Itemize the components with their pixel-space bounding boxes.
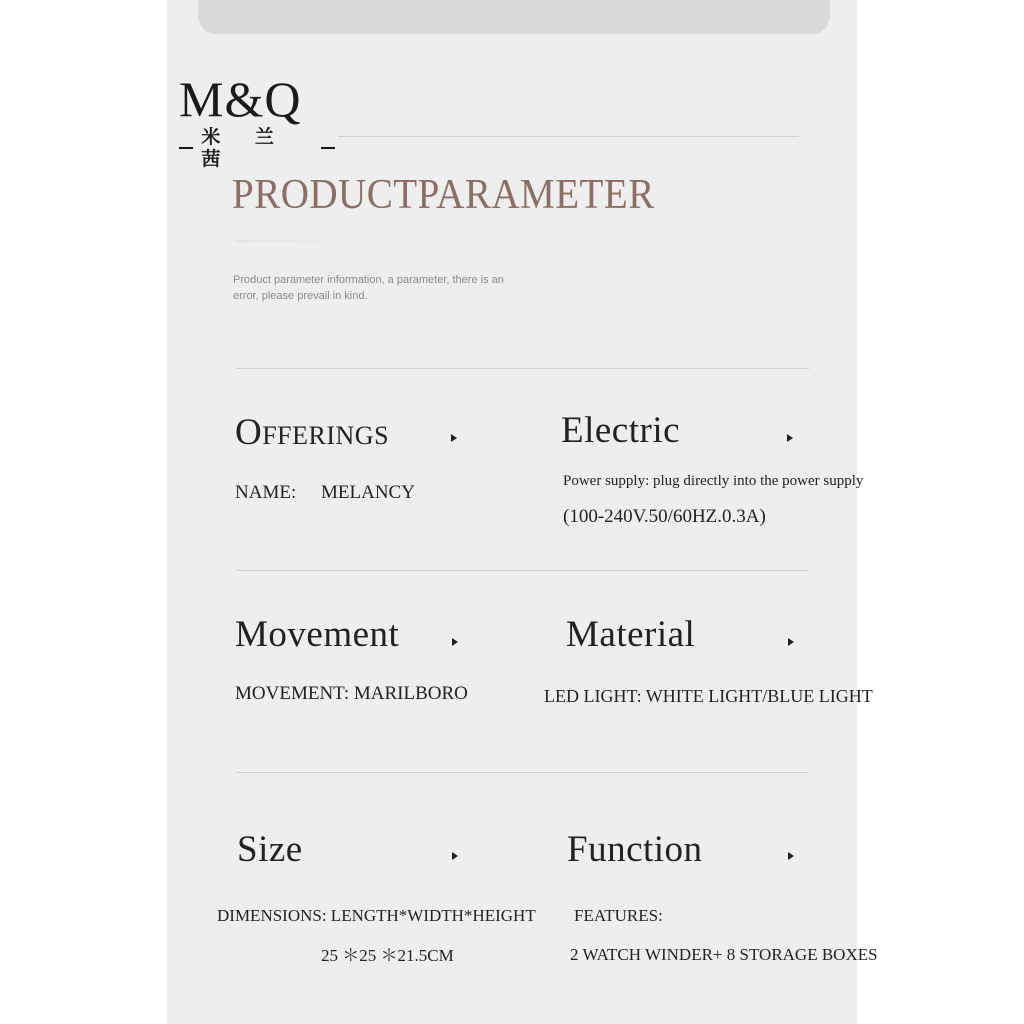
offerings-name-value: MELANCY bbox=[321, 482, 415, 503]
material-arrow-icon bbox=[788, 638, 794, 646]
page-title: PRODUCTPARAMETER bbox=[232, 172, 655, 218]
top-bar bbox=[198, 0, 830, 34]
function-arrow-icon bbox=[788, 852, 794, 860]
function-title: Function bbox=[567, 829, 703, 870]
material-value: LED LIGHT: WHITE LIGHT/BLUE LIGHT bbox=[544, 686, 873, 706]
electric-rating: (100-240V.50/60HZ.0.3A) bbox=[563, 506, 766, 527]
electric-power-supply: Power supply: plug directly into the power supply bbox=[563, 473, 864, 489]
offerings-arrow-icon bbox=[451, 434, 457, 442]
material-title: Material bbox=[566, 614, 696, 655]
intro-text bbox=[233, 272, 543, 304]
size-arrow-icon bbox=[452, 852, 458, 860]
electric-arrow-icon bbox=[787, 434, 793, 442]
offerings-title: Offerings bbox=[235, 412, 390, 453]
size-dimensions-value: 25 ＊25 ＊21.5CM bbox=[321, 946, 454, 965]
movement-arrow-icon bbox=[452, 638, 458, 646]
intro-line-2: error, please prevail in kind. bbox=[233, 290, 368, 302]
function-features-value: 2 WATCH WINDER+ 8 STORAGE BOXES bbox=[570, 945, 878, 964]
function-features-label: FEATURES: bbox=[574, 906, 663, 925]
logo-dash-left bbox=[179, 147, 193, 149]
logo-subtitle bbox=[179, 126, 335, 170]
logo-sub-text: 米 兰 茜 bbox=[201, 126, 288, 170]
brand-logo bbox=[179, 71, 339, 170]
offerings-name-label: NAME: bbox=[235, 482, 297, 503]
size-title: Size bbox=[237, 829, 303, 870]
movement-value: MOVEMENT: MARILBORO bbox=[235, 683, 468, 704]
section-divider-1 bbox=[237, 368, 809, 369]
title-underline bbox=[234, 240, 328, 242]
section-divider-2 bbox=[237, 570, 809, 571]
section-divider-3 bbox=[237, 772, 809, 773]
size-dimensions-label: DIMENSIONS: LENGTH*WIDTH*HEIGHT bbox=[217, 906, 536, 925]
intro-line-1: Product parameter information, a parameter, there is an bbox=[233, 274, 504, 286]
logo-main-text: M&Q bbox=[179, 71, 302, 127]
electric-title: Electric bbox=[561, 410, 681, 451]
movement-title: Movement bbox=[235, 614, 400, 655]
logo-dash-right bbox=[321, 147, 335, 149]
header-divider bbox=[338, 136, 799, 137]
